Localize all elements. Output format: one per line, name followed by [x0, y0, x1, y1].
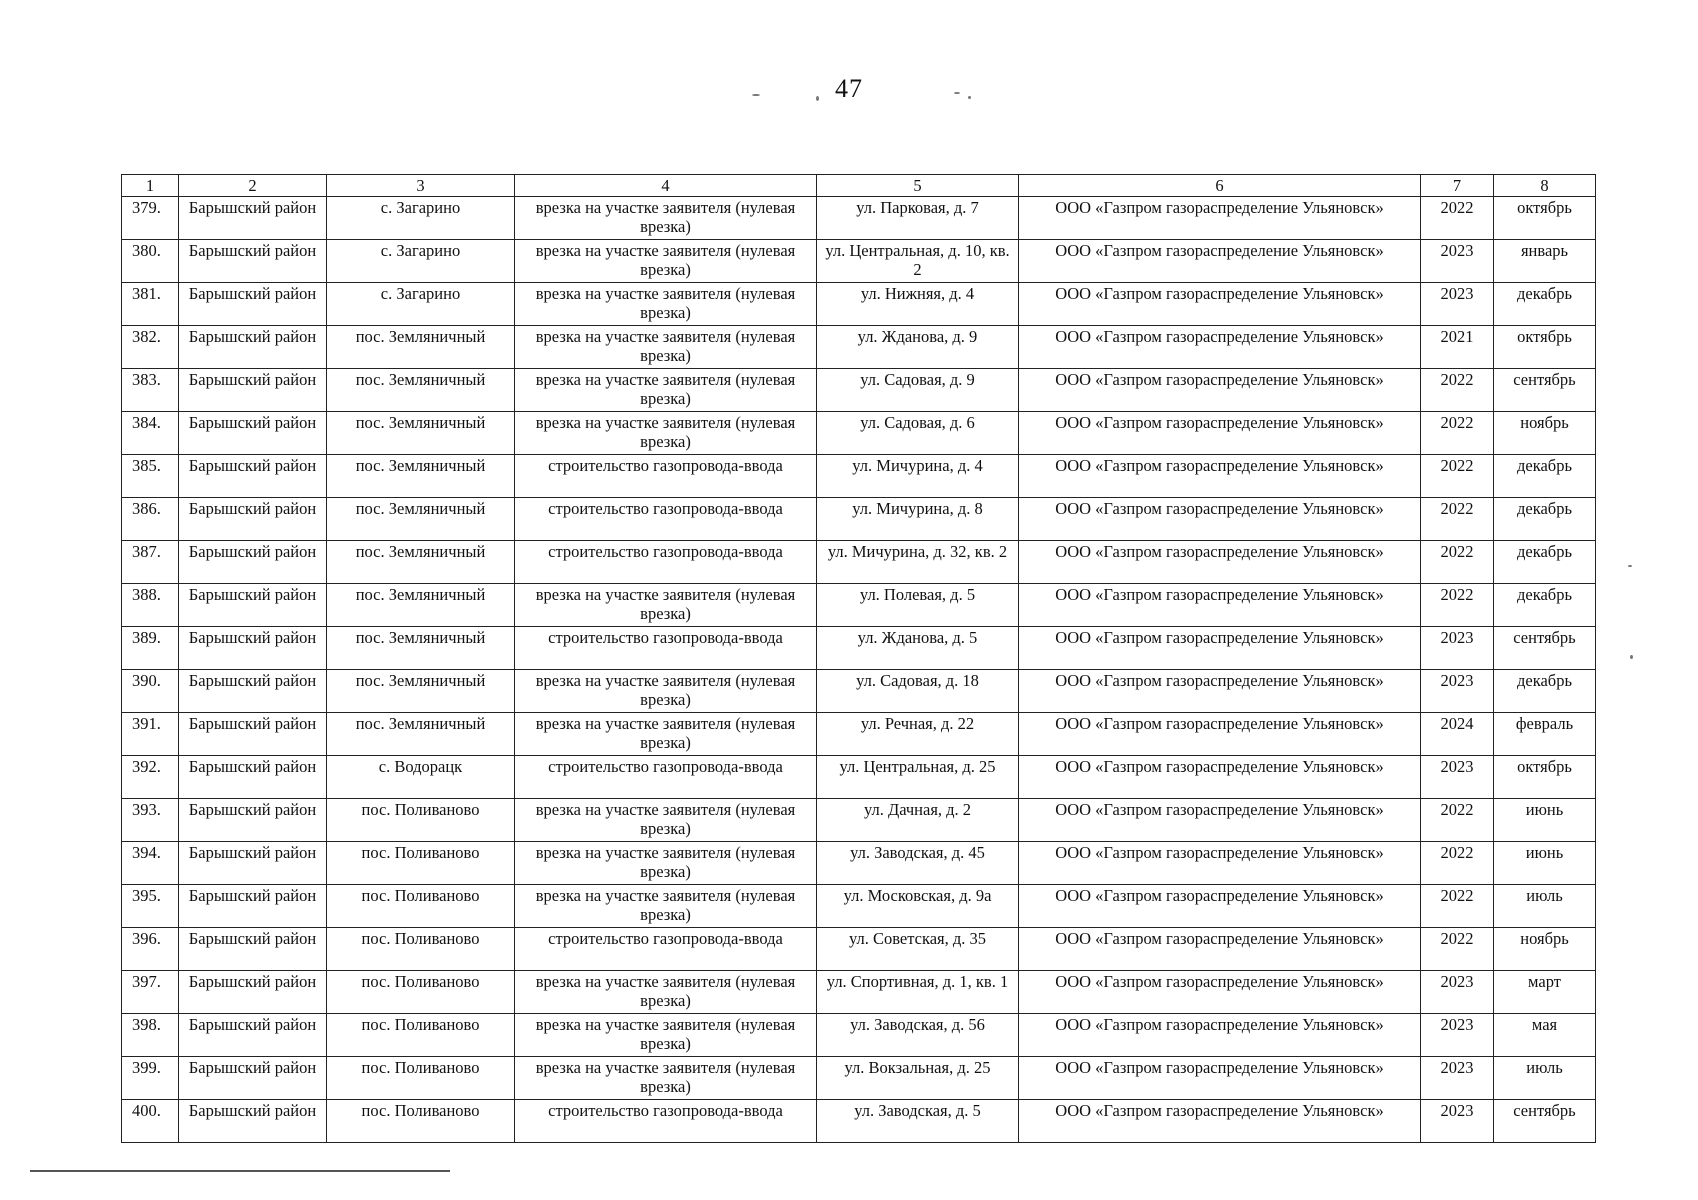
cell-work-type: врезка на участке заявителя (нулевая врезка)	[515, 799, 817, 842]
cell-month: декабрь	[1494, 283, 1596, 326]
cell-number: 382.	[122, 326, 179, 369]
cell-organization: ООО «Газпром газораспределение Ульяновск»	[1019, 1100, 1421, 1143]
cell-locality: пос. Земляничный	[327, 498, 515, 541]
table-row	[122, 240, 1596, 283]
cell-number: 394.	[122, 842, 179, 885]
cell-organization: ООО «Газпром газораспределение Ульяновск»	[1019, 799, 1421, 842]
scan-speck	[954, 92, 960, 94]
cell-district: Барышский район	[179, 627, 327, 670]
cell-locality: с. Загарино	[327, 240, 515, 283]
cell-district: Барышский район	[179, 670, 327, 713]
cell-organization: ООО «Газпром газораспределение Ульяновск»	[1019, 1014, 1421, 1057]
table-row	[122, 1014, 1596, 1057]
cell-work-type: врезка на участке заявителя (нулевая врезка)	[515, 240, 817, 283]
cell-number: 400.	[122, 1100, 179, 1143]
scan-speck	[968, 96, 971, 99]
column-header: 8	[1494, 175, 1596, 197]
cell-number: 399.	[122, 1057, 179, 1100]
cell-year: 2023	[1421, 1057, 1494, 1100]
cell-month: октябрь	[1494, 197, 1596, 240]
cell-district: Барышский район	[179, 1100, 327, 1143]
cell-month: июнь	[1494, 842, 1596, 885]
cell-district: Барышский район	[179, 283, 327, 326]
cell-year: 2021	[1421, 326, 1494, 369]
cell-locality: пос. Земляничный	[327, 584, 515, 627]
cell-organization: ООО «Газпром газораспределение Ульяновск»	[1019, 885, 1421, 928]
cell-month: сентябрь	[1494, 627, 1596, 670]
table-row	[122, 627, 1596, 670]
cell-year: 2022	[1421, 369, 1494, 412]
cell-district: Барышский район	[179, 1014, 327, 1057]
column-header: 5	[817, 175, 1019, 197]
cell-district: Барышский район	[179, 885, 327, 928]
cell-year: 2023	[1421, 670, 1494, 713]
cell-organization: ООО «Газпром газораспределение Ульяновск»	[1019, 283, 1421, 326]
table-row	[122, 1100, 1596, 1143]
table-row	[122, 498, 1596, 541]
cell-locality: пос. Земляничный	[327, 627, 515, 670]
table-row	[122, 369, 1596, 412]
cell-address: ул. Садовая, д. 6	[817, 412, 1019, 455]
cell-district: Барышский район	[179, 326, 327, 369]
cell-year: 2023	[1421, 971, 1494, 1014]
cell-month: мая	[1494, 1014, 1596, 1057]
cell-address: ул. Мичурина, д. 8	[817, 498, 1019, 541]
scan-speck	[816, 96, 819, 101]
column-header: 1	[122, 175, 179, 197]
cell-number: 388.	[122, 584, 179, 627]
cell-address: ул. Садовая, д. 18	[817, 670, 1019, 713]
scan-speck	[1630, 655, 1633, 659]
page-number: 47	[835, 74, 863, 103]
table-row	[122, 412, 1596, 455]
cell-locality: пос. Поливаново	[327, 885, 515, 928]
column-header: 4	[515, 175, 817, 197]
cell-organization: ООО «Газпром газораспределение Ульяновск»	[1019, 1057, 1421, 1100]
cell-year: 2023	[1421, 627, 1494, 670]
cell-district: Барышский район	[179, 541, 327, 584]
cell-organization: ООО «Газпром газораспределение Ульяновск»	[1019, 240, 1421, 283]
cell-work-type: врезка на участке заявителя (нулевая врезка)	[515, 369, 817, 412]
cell-work-type: строительство газопровода-ввода	[515, 541, 817, 584]
cell-number: 387.	[122, 541, 179, 584]
cell-district: Барышский район	[179, 240, 327, 283]
cell-year: 2022	[1421, 455, 1494, 498]
cell-district: Барышский район	[179, 842, 327, 885]
cell-locality: пос. Поливаново	[327, 1014, 515, 1057]
table-row	[122, 455, 1596, 498]
cell-work-type: строительство газопровода-ввода	[515, 1100, 817, 1143]
cell-organization: ООО «Газпром газораспределение Ульяновск»	[1019, 928, 1421, 971]
cell-year: 2023	[1421, 1014, 1494, 1057]
cell-year: 2022	[1421, 412, 1494, 455]
cell-work-type: врезка на участке заявителя (нулевая врезка)	[515, 283, 817, 326]
table-row	[122, 283, 1596, 326]
cell-address: ул. Нижняя, д. 4	[817, 283, 1019, 326]
cell-district: Барышский район	[179, 713, 327, 756]
cell-number: 397.	[122, 971, 179, 1014]
column-header: 6	[1019, 175, 1421, 197]
cell-month: декабрь	[1494, 498, 1596, 541]
cell-address: ул. Полевая, д. 5	[817, 584, 1019, 627]
cell-locality: пос. Земляничный	[327, 326, 515, 369]
cell-locality: пос. Поливаново	[327, 928, 515, 971]
cell-locality: пос. Поливаново	[327, 799, 515, 842]
cell-organization: ООО «Газпром газораспределение Ульяновск»	[1019, 584, 1421, 627]
cell-work-type: врезка на участке заявителя (нулевая врезка)	[515, 584, 817, 627]
cell-locality: пос. Поливаново	[327, 1100, 515, 1143]
cell-locality: пос. Поливаново	[327, 1057, 515, 1100]
cell-month: декабрь	[1494, 541, 1596, 584]
table-row	[122, 326, 1596, 369]
cell-number: 383.	[122, 369, 179, 412]
cell-organization: ООО «Газпром газораспределение Ульяновск»	[1019, 412, 1421, 455]
cell-organization: ООО «Газпром газораспределение Ульяновск»	[1019, 713, 1421, 756]
cell-year: 2022	[1421, 498, 1494, 541]
cell-organization: ООО «Газпром газораспределение Ульяновск»	[1019, 842, 1421, 885]
cell-month: октябрь	[1494, 326, 1596, 369]
cell-work-type: врезка на участке заявителя (нулевая врезка)	[515, 412, 817, 455]
cell-organization: ООО «Газпром газораспределение Ульяновск»	[1019, 627, 1421, 670]
cell-number: 380.	[122, 240, 179, 283]
cell-locality: с. Загарино	[327, 197, 515, 240]
cell-address: ул. Заводская, д. 56	[817, 1014, 1019, 1057]
cell-address: ул. Заводская, д. 5	[817, 1100, 1019, 1143]
cell-district: Барышский район	[179, 756, 327, 799]
cell-address: ул. Мичурина, д. 4	[817, 455, 1019, 498]
table-row	[122, 971, 1596, 1014]
cell-locality: с. Водорацк	[327, 756, 515, 799]
cell-district: Барышский район	[179, 455, 327, 498]
cell-organization: ООО «Газпром газораспределение Ульяновск»	[1019, 541, 1421, 584]
table-row	[122, 197, 1596, 240]
cell-work-type: врезка на участке заявителя (нулевая врезка)	[515, 842, 817, 885]
cell-address: ул. Мичурина, д. 32, кв. 2	[817, 541, 1019, 584]
cell-organization: ООО «Газпром газораспределение Ульяновск»	[1019, 756, 1421, 799]
table-row	[122, 670, 1596, 713]
cell-month: март	[1494, 971, 1596, 1014]
cell-address: ул. Спортивная, д. 1, кв. 1	[817, 971, 1019, 1014]
cell-address: ул. Заводская, д. 45	[817, 842, 1019, 885]
cell-work-type: врезка на участке заявителя (нулевая врезка)	[515, 713, 817, 756]
cell-district: Барышский район	[179, 197, 327, 240]
cell-organization: ООО «Газпром газораспределение Ульяновск»	[1019, 197, 1421, 240]
cell-month: декабрь	[1494, 584, 1596, 627]
cell-address: ул. Жданова, д. 9	[817, 326, 1019, 369]
cell-locality: пос. Поливаново	[327, 842, 515, 885]
cell-month: декабрь	[1494, 455, 1596, 498]
cell-number: 391.	[122, 713, 179, 756]
cell-year: 2022	[1421, 885, 1494, 928]
table-row	[122, 842, 1596, 885]
cell-locality: пос. Земляничный	[327, 541, 515, 584]
cell-locality: пос. Земляничный	[327, 670, 515, 713]
cell-number: 392.	[122, 756, 179, 799]
cell-number: 385.	[122, 455, 179, 498]
cell-number: 395.	[122, 885, 179, 928]
cell-month: октябрь	[1494, 756, 1596, 799]
cell-month: июль	[1494, 885, 1596, 928]
cell-work-type: врезка на участке заявителя (нулевая врезка)	[515, 197, 817, 240]
cell-number: 398.	[122, 1014, 179, 1057]
cell-month: сентябрь	[1494, 369, 1596, 412]
cell-locality: пос. Земляничный	[327, 412, 515, 455]
cell-district: Барышский район	[179, 498, 327, 541]
cell-month: ноябрь	[1494, 928, 1596, 971]
column-number-row	[122, 175, 1596, 197]
column-header: 3	[327, 175, 515, 197]
table-row	[122, 713, 1596, 756]
table-row	[122, 885, 1596, 928]
cell-address: ул. Московская, д. 9а	[817, 885, 1019, 928]
cell-address: ул. Центральная, д. 25	[817, 756, 1019, 799]
cell-month: июль	[1494, 1057, 1596, 1100]
cell-address: ул. Дачная, д. 2	[817, 799, 1019, 842]
cell-number: 390.	[122, 670, 179, 713]
cell-address: ул. Советская, д. 35	[817, 928, 1019, 971]
cell-year: 2023	[1421, 283, 1494, 326]
cell-locality: пос. Земляничный	[327, 455, 515, 498]
cell-year: 2022	[1421, 584, 1494, 627]
cell-number: 389.	[122, 627, 179, 670]
cell-organization: ООО «Газпром газораспределение Ульяновск»	[1019, 455, 1421, 498]
cell-number: 393.	[122, 799, 179, 842]
cell-month: сентябрь	[1494, 1100, 1596, 1143]
cell-year: 2024	[1421, 713, 1494, 756]
cell-month: ноябрь	[1494, 412, 1596, 455]
table-row	[122, 1057, 1596, 1100]
scan-speck	[1628, 565, 1632, 567]
column-header: 2	[179, 175, 327, 197]
cell-month: февраль	[1494, 713, 1596, 756]
table-row	[122, 928, 1596, 971]
cell-address: ул. Парковая, д. 7	[817, 197, 1019, 240]
cell-organization: ООО «Газпром газораспределение Ульяновск»	[1019, 670, 1421, 713]
table-row	[122, 799, 1596, 842]
cell-month: июнь	[1494, 799, 1596, 842]
cell-district: Барышский район	[179, 971, 327, 1014]
cell-year: 2023	[1421, 240, 1494, 283]
cell-year: 2022	[1421, 928, 1494, 971]
table-row	[122, 756, 1596, 799]
cell-work-type: строительство газопровода-ввода	[515, 627, 817, 670]
cell-work-type: врезка на участке заявителя (нулевая врезка)	[515, 971, 817, 1014]
cell-work-type: строительство газопровода-ввода	[515, 756, 817, 799]
cell-address: ул. Вокзальная, д. 25	[817, 1057, 1019, 1100]
cell-number: 396.	[122, 928, 179, 971]
cell-work-type: врезка на участке заявителя (нулевая врезка)	[515, 326, 817, 369]
cell-locality: с. Загарино	[327, 283, 515, 326]
cell-year: 2022	[1421, 197, 1494, 240]
cell-year: 2022	[1421, 541, 1494, 584]
cell-locality: пос. Земляничный	[327, 369, 515, 412]
cell-address: ул. Речная, д. 22	[817, 713, 1019, 756]
cell-year: 2022	[1421, 799, 1494, 842]
cell-month: январь	[1494, 240, 1596, 283]
cell-number: 386.	[122, 498, 179, 541]
cell-organization: ООО «Газпром газораспределение Ульяновск»	[1019, 498, 1421, 541]
cell-locality: пос. Поливаново	[327, 971, 515, 1014]
cell-work-type: строительство газопровода-ввода	[515, 498, 817, 541]
cell-work-type: врезка на участке заявителя (нулевая врезка)	[515, 1057, 817, 1100]
cell-year: 2023	[1421, 1100, 1494, 1143]
column-header: 7	[1421, 175, 1494, 197]
cell-address: ул. Жданова, д. 5	[817, 627, 1019, 670]
cell-work-type: строительство газопровода-ввода	[515, 455, 817, 498]
cell-work-type: строительство газопровода-ввода	[515, 928, 817, 971]
cell-address: ул. Садовая, д. 9	[817, 369, 1019, 412]
cell-district: Барышский район	[179, 928, 327, 971]
cell-year: 2022	[1421, 842, 1494, 885]
cell-organization: ООО «Газпром газораспределение Ульяновск»	[1019, 971, 1421, 1014]
table-row	[122, 541, 1596, 584]
table-row	[122, 584, 1596, 627]
registry-table	[121, 174, 1596, 1143]
cell-district: Барышский район	[179, 369, 327, 412]
cell-work-type: врезка на участке заявителя (нулевая врезка)	[515, 670, 817, 713]
cell-number: 381.	[122, 283, 179, 326]
scan-speck	[752, 94, 760, 96]
cell-year: 2023	[1421, 756, 1494, 799]
cell-work-type: врезка на участке заявителя (нулевая врезка)	[515, 1014, 817, 1057]
cell-month: декабрь	[1494, 670, 1596, 713]
bottom-rule	[30, 1170, 450, 1172]
cell-organization: ООО «Газпром газораспределение Ульяновск»	[1019, 369, 1421, 412]
cell-district: Барышский район	[179, 584, 327, 627]
cell-address: ул. Центральная, д. 10, кв. 2	[817, 240, 1019, 283]
cell-district: Барышский район	[179, 1057, 327, 1100]
cell-number: 379.	[122, 197, 179, 240]
cell-number: 384.	[122, 412, 179, 455]
cell-locality: пос. Земляничный	[327, 713, 515, 756]
cell-district: Барышский район	[179, 799, 327, 842]
cell-organization: ООО «Газпром газораспределение Ульяновск»	[1019, 326, 1421, 369]
cell-district: Барышский район	[179, 412, 327, 455]
cell-work-type: врезка на участке заявителя (нулевая врезка)	[515, 885, 817, 928]
